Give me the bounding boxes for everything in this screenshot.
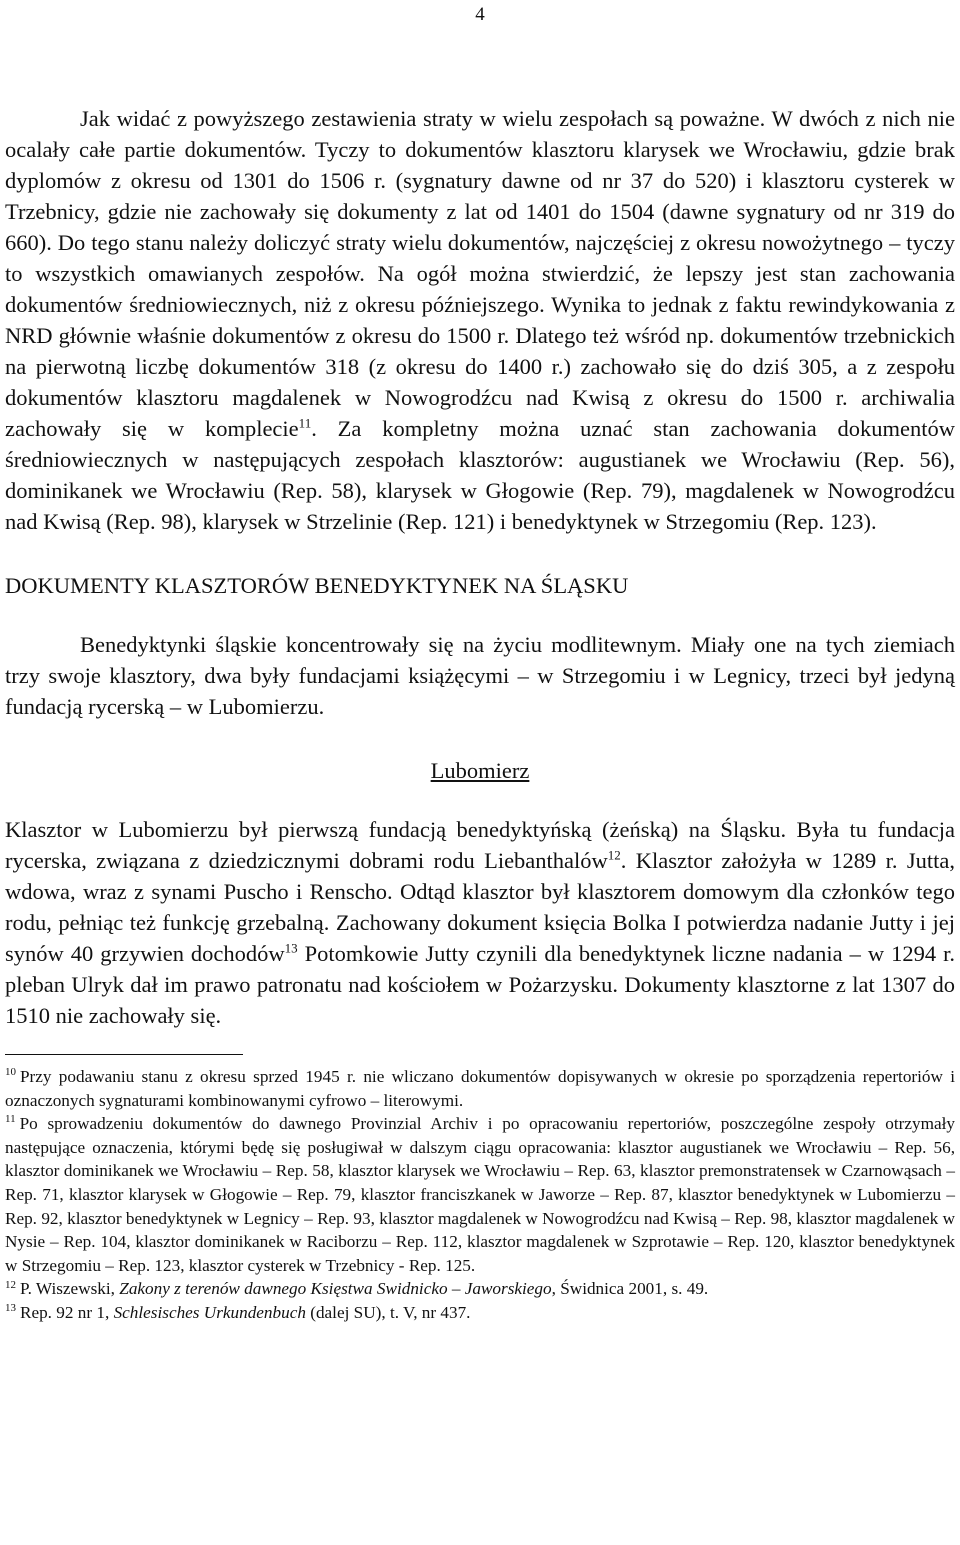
footnote-12 [5,1277,955,1301]
footnote-title: Schlesisches Urkundenbuch [113,1302,306,1322]
page-number: 4 [475,4,485,25]
footnote-11 [5,1112,955,1277]
footnote-number: 13 [5,1302,16,1315]
footnote-number: 12 [5,1278,16,1291]
paragraph-text: . Klasztor założyła w 1289 r. Jutta, wdowa, wraz z synami Puscho i Renscho. Odtąd klasztor był klasztorem domowym dla członków tego rodu, pełniąc też funkcję grzebalną. Zachowany dokument księcia Bolka I potwierdza nadanie Jutty i jej synów 40 grzywien dochodów [5,848,955,966]
paragraph-text: Klasztor w Lubomierzu był pierwszą fundacją benedyktyńską (żeńską) na Śląsku. Była tu fundacja rycerska, związana z dziedzicznymi dobrami rodu Liebanthalów [5,817,955,873]
footnote-text: Po sprowadzeniu dokumentów do dawnego Provinzial Archiv i po opracowaniu repertoriów, poszczególne zespoły otrzymały następujące oznaczenia, którymi będę się posługiwał w dalszym ciągu opracowania: klasztor augustianek we Wrocławiu – Rep. 56, klasztor dominikanek we Wrocławiu – Rep. 58, klasztor klarysek we Wrocławiu – Rep. 63, klasztor premonstratensek w Czarnowąsach – Rep. 71, klasztor klarysek w Głogowie – Rep. 79, klasztor franciszkanek w Jaworze – Rep. 87, klasztor benedyktynek w Lubomierzu – Rep. 92, klasztor benedyktynek w Legnicy – Rep. 93, klasztor magdalenek w Nowogrodźcu nad Kwisą – Rep. 98, klasztor magdalenek w Nysie – Rep. 104, klasztor dominikanek w Raciborzu – Rep. 112, klasztor magdalenek w Szprotawie – Rep. 120, klasztor benedyktynek w Strzegomiu – Rep. 123, klasztor cysterek w Trzebnicy - Rep. 125. [5,1114,955,1275]
document-body [5,103,955,1325]
paragraph-lubomierz [5,814,955,1031]
paragraph-benedictines: Benedyktynki śląskie koncentrowały się na życiu modlitewnym. Miały one na tych ziemiach trzy swoje klasztory, dwa były fundacjami książęcymi – w Strzegomiu i w Legnicy, trzeci był jedyną fundacją rycerską – w Lubomierzu. [5,632,955,719]
subsection-heading: Lubomierz [430,758,530,783]
footnote-ref[interactable]: 12 [607,847,621,863]
footnote-text: P. Wiszewski, [20,1279,120,1299]
paragraph-text: . Za kompletny można uznać stan zachowania dokumentów średniowiecznych w następujących zespołach klasztorów: augustianek we Wrocławiu (Rep. 56), dominikanek we Wrocławiu (Rep. 58), klarysek w Głogowie (Rep. 79), magdalenek w Nowogrodźcu nad Kwisą (Rep. 98), klarysek w Strzelinie (Rep. 121) i benedyktynek w Strzegomiu (Rep. 123). [5,416,955,534]
footnote-number: 11 [5,1113,16,1126]
footnote-13 [5,1301,955,1325]
footnote-divider [5,1054,243,1055]
paragraph-text: Jak widać z powyższego zestawienia straty w wielu zespołach są poważne. W dwóch z nich nie ocalały całe partie dokumentów. Tyczy to dokumentów klasztoru klarysek we Wrocławiu, gdzie brak dyplomów z okresu od 1301 do 1506 r. (sygnatury dawne od nr 37 do 520) i klasztoru cysterek w Trzebnicy, gdzie nie zachowały się dokumenty z lat od 1401 do 1504 (dawne sygnatury od nr 319 do 660). Do tego stanu należy doliczyć straty wielu dokumentów, najczęściej z okresu nowożytnego – tyczy to wszystkich omawianych zespołów. Na ogół można stwierdzić, że lepszy jest stan zachowania dokumentów średniowiecznych, niż z okresu późniejszego. Wynika to jednak z faktu rewindykowania z NRD głównie właśnie dokumentów z okresu do 1500 r. Dlatego też wśród np. dokumentów trzebnickich na pierwotną liczbę dokumentów 318 (z okresu do 1400 r.) zachowało się do dziś 305, a z zespołu dokumentów klasztoru magdalenek w Nowogrodźcu nad Kwisą z okresu do 1500 r. archiwalia zachowały się w komplecie [5,106,955,441]
footnote-text: (dalej SU), t. V, nr 437. [305,1302,471,1322]
paragraph-losses [5,103,955,537]
paragraph-text: Potomkowie Jutty czynili dla benedyktynek liczne nadania – w 1294 r. pleban Ulryk dał im prawo patronatu nad kościołem w Pożarzysku. Dokumenty klasztorne z lat 1307 do 1510 nie zachowały się. [5,941,955,1028]
footnote-ref[interactable]: 13 [284,940,298,956]
footnote-text: Rep. 92 nr 1, [20,1302,114,1322]
footnote-ref[interactable]: 11 [298,415,312,431]
footnote-10 [5,1065,955,1112]
footnote-text: , Świdnica 2001, s. 49. [551,1279,709,1299]
footnote-text: Przy podawaniu stanu z okresu sprzed 1945 r. nie wliczano dokumentów dopisywanych w okresie po sporządzenia repertoriów i oznaczonych sygnaturami kombinowanymi cyfrowo – literowymi. [5,1067,955,1110]
footnote-title: Zakony z terenów dawnego Księstwa Swidnicko – Jaworskiego [119,1279,552,1299]
section-heading: DOKUMENTY KLASZTORÓW BENEDYKTYNEK NA ŚLĄSKU [5,573,629,598]
footnote-number: 10 [5,1066,16,1079]
